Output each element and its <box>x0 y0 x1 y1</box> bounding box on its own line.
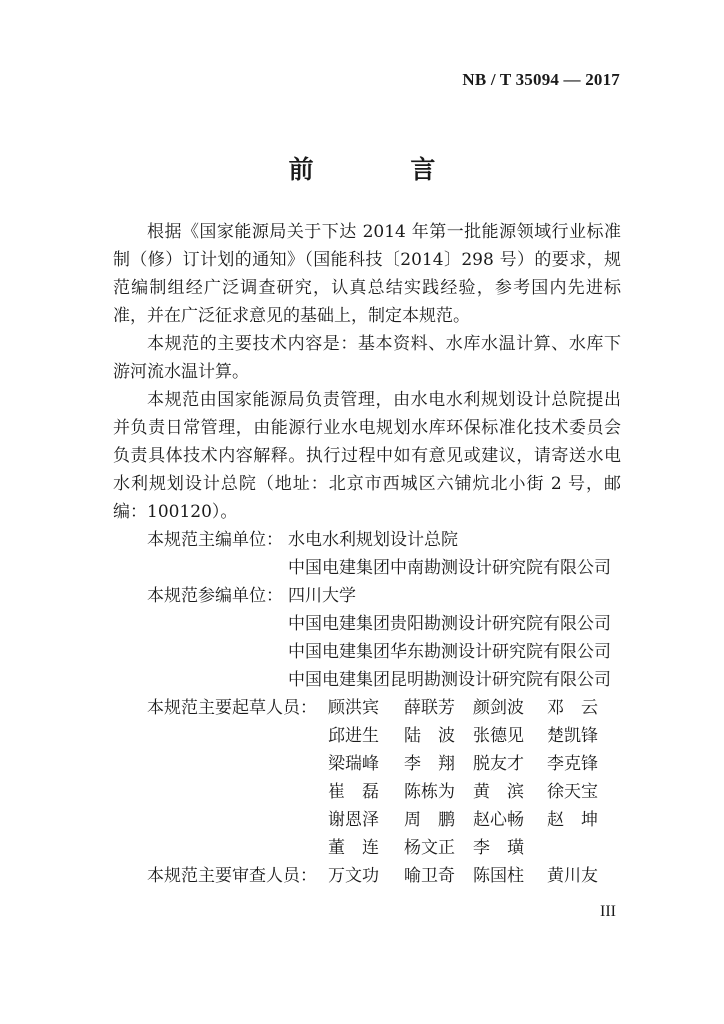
standard-code: NB / T 35094 — 2017 <box>462 70 620 89</box>
reviewers-label: 本规范主要审查人员： <box>147 866 317 886</box>
drafters-label: 本规范主要起草人员： <box>147 698 317 718</box>
page-title: 前 言 <box>288 155 480 184</box>
page-number: III <box>600 903 616 920</box>
drafters-row <box>113 806 621 834</box>
participating-units-row <box>113 582 621 610</box>
person-name: 梁瑞峰 <box>328 754 379 774</box>
person-name: 谢恩泽 <box>328 810 379 830</box>
person-name: 张德见 <box>473 726 524 746</box>
person-name: 脱友才 <box>473 754 524 774</box>
person-name: 邱进生 <box>328 726 379 746</box>
participating-units-row <box>113 638 621 666</box>
unit-name: 四川大学 <box>288 586 356 606</box>
person-name: 周 鹏 <box>404 810 455 830</box>
participating-units-label: 本规范参编单位： <box>147 586 283 606</box>
person-name: 颜剑波 <box>473 698 524 718</box>
person-name: 李克锋 <box>547 754 598 774</box>
paragraph: 根据《国家能源局关于下达 2014 年第一批能源领域行业标准制（修）订计划的通知》（国能科技〔2014〕298 号）的要求，规范编制组经广泛调查研究，认真总结实践经验，参考国内先进标准，并在广泛征求意见的基础上，制定本规范。 <box>113 222 621 326</box>
person-name: 黄 滨 <box>473 782 524 802</box>
participating-units-row <box>113 666 621 694</box>
person-name: 赵 坤 <box>547 810 598 830</box>
drafters-row <box>113 694 621 722</box>
person-name: 黄川友 <box>547 866 598 886</box>
person-name: 万文功 <box>328 866 379 886</box>
person-name: 崔 磊 <box>328 782 379 802</box>
person-name: 董 连 <box>328 838 379 858</box>
person-name: 喻卫奇 <box>404 866 455 886</box>
person-name: 陈国柱 <box>473 866 524 886</box>
person-name: 陆 波 <box>404 726 455 746</box>
person-name: 陈栋为 <box>404 782 455 802</box>
unit-name: 中国电建集团华东勘测设计研究院有限公司 <box>288 642 611 662</box>
person-name: 楚凯锋 <box>547 726 598 746</box>
paragraph: 本规范由国家能源局负责管理，由水电水利规划设计总院提出并负责日常管理，由能源行业水电规划水库环保标准化技术委员会负责具体技术内容解释。执行过程中如有意见或建议，请寄送水电水利规划设计总院（地址：北京市西城区六铺炕北小街 2 号，邮编：100120）。 <box>113 390 621 522</box>
chief-units-label: 本规范主编单位： <box>147 530 283 550</box>
person-name: 杨文正 <box>404 838 455 858</box>
person-name: 徐天宝 <box>547 782 598 802</box>
reviewers-row <box>113 862 621 890</box>
person-name: 邓 云 <box>547 698 598 718</box>
unit-name: 中国电建集团贵阳勘测设计研究院有限公司 <box>288 614 611 634</box>
drafters-row <box>113 834 621 862</box>
person-name: 薛联芳 <box>404 698 455 718</box>
chief-units-row <box>113 526 621 554</box>
chief-units-row <box>113 554 621 582</box>
unit-name: 水电水利规划设计总院 <box>288 530 458 550</box>
drafters-row <box>113 750 621 778</box>
unit-name: 中国电建集团昆明勘测设计研究院有限公司 <box>288 670 611 690</box>
person-name: 赵心畅 <box>473 810 524 830</box>
unit-name: 中国电建集团中南勘测设计研究院有限公司 <box>288 558 611 578</box>
person-name: 顾洪宾 <box>328 698 379 718</box>
drafters-row <box>113 722 621 750</box>
person-name: 李 翔 <box>404 754 455 774</box>
participating-units-row <box>113 610 621 638</box>
drafters-row <box>113 778 621 806</box>
document-body <box>113 218 621 890</box>
person-name: 李 璜 <box>473 838 524 858</box>
paragraph: 本规范的主要技术内容是：基本资料、水库水温计算、水库下游河流水温计算。 <box>113 334 621 382</box>
